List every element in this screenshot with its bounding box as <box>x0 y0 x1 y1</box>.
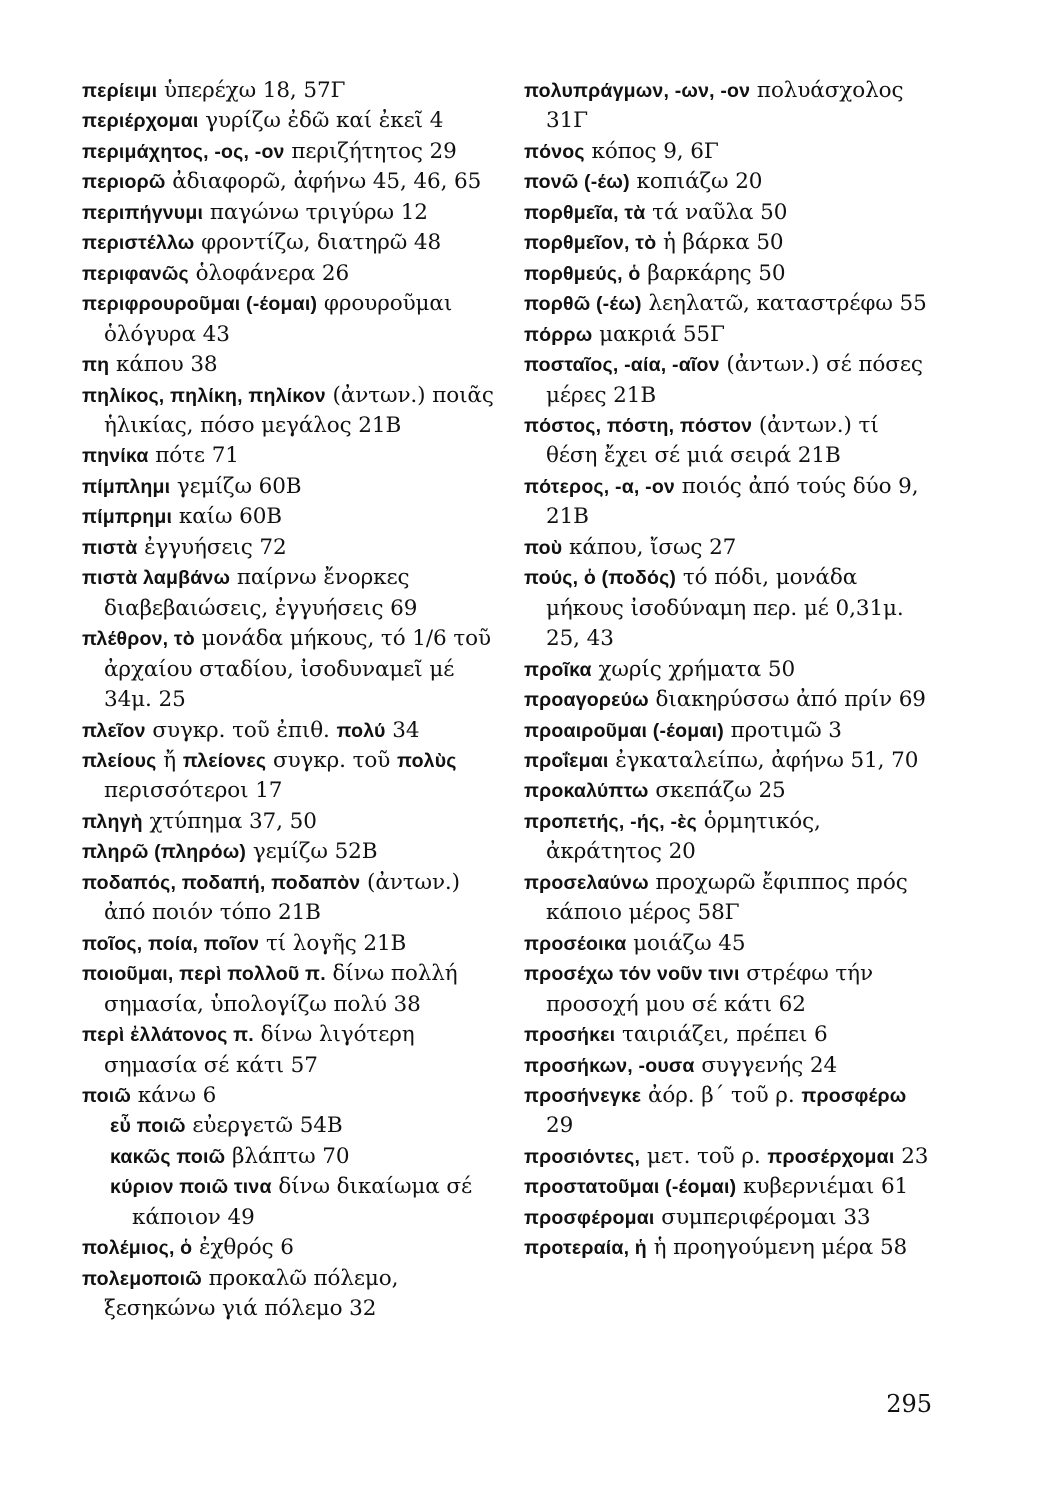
definition: ὑπερέχω 18, 57Γ <box>157 78 346 103</box>
glossary-entry <box>524 1142 930 1172</box>
headword: περίειμι <box>82 80 158 102</box>
headword: περιφρουροῦμαι (-έομαι) <box>82 293 318 316</box>
definition: μοιάζω 45 <box>626 930 746 956</box>
glossary-entry <box>82 259 494 289</box>
headword: προσέρχομαι <box>767 1145 895 1168</box>
headword: πη <box>82 354 110 377</box>
glossary-entry <box>524 76 930 137</box>
headword: πολεμοποιῶ <box>82 1267 202 1290</box>
definition: σκεπάζω 25 <box>648 778 786 804</box>
glossary-entry <box>524 959 930 1020</box>
headword: περιέρχομαι <box>82 110 199 133</box>
headword: προπετής, -ής, -ὲς <box>524 810 698 833</box>
headword: πορθμεύς, ὁ <box>524 262 641 285</box>
glossary-entry <box>82 1172 494 1233</box>
headword: πορθμεῖα, τὰ <box>524 201 646 224</box>
definition: κόπος 9, 6Γ <box>584 138 719 164</box>
headword: ποιοῦμαι, περὶ πολλοῦ π. <box>82 963 326 986</box>
definition: φρουροῦμαι ὁλόγυρα 43 <box>104 291 453 347</box>
glossary-entry <box>524 1172 930 1202</box>
glossary-entry <box>82 472 494 502</box>
glossary-entry <box>82 228 494 258</box>
definition: συμπεριφέρομαι 33 <box>654 1204 871 1230</box>
definition: βλάπτω 70 <box>225 1143 350 1169</box>
definition: καίω 60Β <box>172 504 282 530</box>
headword: προστατοῦμαι (-έομαι) <box>524 1176 737 1199</box>
headword: προσέοικα <box>524 932 627 955</box>
definition: χτύπημα 37, 50 <box>142 808 317 834</box>
glossary-entry <box>82 137 494 167</box>
headword: εὖ ποιῶ <box>110 1115 186 1138</box>
definition: ἀδιαφορῶ, ἀφήνω 45, 46, 65 <box>165 169 482 195</box>
left-column <box>82 76 494 1325</box>
glossary-entry <box>524 746 930 776</box>
headword: περιορῶ <box>82 171 166 194</box>
glossary-entry <box>82 381 494 442</box>
headword: πονῶ (-έω) <box>524 171 630 194</box>
definition: διακηρύσσω ἀπό πρίν 69 <box>648 687 926 713</box>
glossary-entry <box>524 655 930 685</box>
glossary-entry <box>82 106 494 136</box>
glossary-entry <box>524 1051 930 1081</box>
headword: πολύ <box>336 719 386 742</box>
headword: πούς, ὁ (ποδός) <box>524 567 677 590</box>
definition: εὐεργετῶ 54Β <box>185 1113 343 1139</box>
headword: πίμπλημι <box>82 475 171 498</box>
headword: πλείους <box>82 749 157 772</box>
definition: φροντίζω, διατηρῶ 48 <box>194 230 442 256</box>
glossary-entry <box>82 959 494 1020</box>
glossary-entry <box>82 533 494 563</box>
glossary-entry <box>524 776 930 806</box>
definition: γυρίζω ἐδῶ καί ἐκεῖ 4 <box>198 108 444 134</box>
glossary-entry <box>82 1264 494 1325</box>
headword: περιφανῶς <box>82 262 189 285</box>
definition: παίρνω ἔνορκες διαβεβαιώσεις, ἐγγυήσεις 69 <box>104 565 418 621</box>
headword: ποδαπός, ποδαπή, ποδαπὸν <box>82 871 361 894</box>
definition: δίνω δικαίωμα σέ κάποιον 49 <box>132 1174 473 1230</box>
definition: ἡ προηγούμενη μέρα 58 <box>646 1235 908 1261</box>
headword: περιμάχητος, -ος, -ον <box>82 140 285 163</box>
definition: δίνω λιγότερη σημασία σέ κάτι 57 <box>104 1022 415 1078</box>
definition: (ἀντων.) ποιᾶς ἡλικίας, πόσο μεγάλος 21Β <box>104 382 494 438</box>
glossary-entry <box>524 1020 930 1050</box>
glossary-entry <box>524 533 930 563</box>
definition: μονάδα μήκους, τό 1/6 τοῦ ἀρχαίου σταδίου, ἰσοδυναμεῖ μέ 34μ. 25 <box>104 626 491 713</box>
headword: πότερος, -α, -ον <box>524 475 675 498</box>
glossary-entry <box>524 716 930 746</box>
definition: περισσότεροι 17 <box>104 778 283 804</box>
headword: προτεραία, ἡ <box>524 1237 647 1260</box>
definition: συγκρ. τοῦ ἐπιθ. <box>145 717 337 743</box>
headword: πολὺς <box>396 749 457 772</box>
definition: κάπου, ἴσως 27 <box>562 534 737 560</box>
definition: ἤ <box>156 747 183 773</box>
headword: πλέθρον, τὸ <box>82 628 195 651</box>
definition: ταιριάζει, πρέπει 6 <box>615 1022 828 1048</box>
definition: μετ. τοῦ ρ. <box>640 1143 768 1169</box>
definition: 34 <box>385 717 420 743</box>
glossary-entry <box>82 1233 494 1263</box>
right-column <box>524 76 930 1264</box>
headword: πηνίκα <box>82 445 149 468</box>
definition: παγώνω τριγύρω 12 <box>203 199 428 225</box>
glossary-entry <box>524 137 930 167</box>
glossary-entry <box>82 167 494 197</box>
glossary-entry <box>82 929 494 959</box>
glossary-entry <box>524 411 930 472</box>
headword: προσέχω τόν νοῦν τινι <box>524 963 740 986</box>
glossary-entry <box>524 1203 930 1233</box>
glossary-entry <box>82 716 494 746</box>
definition: χωρίς χρήματα 50 <box>591 656 796 682</box>
glossary-entry <box>82 1111 494 1141</box>
definition: τό πόδι, μονάδα μήκους ἰσοδύναμη περ. μέ 0,31μ. 25, 43 <box>546 565 904 652</box>
definition: ἐγγυήσεις 72 <box>137 534 287 560</box>
definition: περιζήτητος 29 <box>284 138 457 164</box>
headword: προκαλύπτω <box>524 780 649 803</box>
definition: συγκρ. τοῦ <box>266 747 397 773</box>
page-number: 295 <box>886 1390 932 1418</box>
glossary-entry <box>524 807 930 868</box>
glossary-entry <box>82 563 494 624</box>
glossary-entry <box>524 472 930 533</box>
glossary-entry <box>82 350 494 380</box>
headword: προΐεμαι <box>524 749 609 772</box>
glossary-entry <box>82 624 494 715</box>
headword: προαγορεύω <box>524 689 649 712</box>
glossary-entry <box>82 76 494 106</box>
glossary-entry <box>82 1020 494 1081</box>
definition: δίνω πολλή σημασία, ὑπολογίζω πολύ 38 <box>104 961 458 1017</box>
headword: πηλίκος, πηλίκη, πηλίκον <box>82 384 326 407</box>
definition: προκαλῶ πόλεμο, ξεσηκώνω γιά πόλεμο 32 <box>104 1265 399 1322</box>
definition: γεμίζω 60Β <box>170 473 302 499</box>
headword: πλεῖον <box>82 719 146 742</box>
definition: 23 <box>894 1143 929 1169</box>
glossary-entry <box>82 1142 494 1172</box>
definition: τί λογῆς 21Β <box>259 930 407 956</box>
definition: ἡ βάρκα 50 <box>656 230 784 256</box>
glossary-entry <box>524 868 930 929</box>
headword: προσφέρομαι <box>524 1206 655 1229</box>
glossary-entry <box>524 1081 930 1142</box>
glossary-entry <box>82 289 494 350</box>
headword: ποιῶ <box>82 1084 131 1107</box>
headword: πίμπρημι <box>82 506 173 529</box>
headword: πορθμεῖον, τὸ <box>524 232 657 255</box>
headword: προσελαύνω <box>524 871 649 894</box>
definition: κάνω 6 <box>131 1082 217 1108</box>
definition: ὁλοφάνερα 26 <box>188 260 350 286</box>
headword: ποὺ <box>524 536 563 559</box>
glossary-entry <box>524 563 930 654</box>
headword: περὶ ἐλλάτονος π. <box>82 1024 254 1047</box>
glossary-entry <box>524 259 930 289</box>
definition: βαρκάρης 50 <box>640 260 786 286</box>
glossary-entry <box>524 198 930 228</box>
headword: πόνος <box>524 140 585 163</box>
definition: κάπου 38 <box>109 352 218 378</box>
headword: κακῶς ποιῶ <box>110 1145 226 1168</box>
glossary-entry <box>82 868 494 929</box>
glossary-entry <box>524 929 930 959</box>
definition: γεμίζω 52Β <box>246 839 378 865</box>
headword: ποσταῖος, -αία, -αῖον <box>524 354 720 377</box>
definition: προχωρῶ ἔφιππος πρός κάποιο μέρος 58Γ <box>546 869 908 926</box>
definition: κυβερνιέμαι 61 <box>736 1174 909 1200</box>
glossary-entry <box>82 807 494 837</box>
glossary-entry <box>524 1233 930 1263</box>
definition: ὁρμητικός, ἀκράτητος 20 <box>546 808 821 865</box>
headword: προσήκων, -ουσα <box>524 1054 695 1077</box>
glossary-entry <box>82 746 494 807</box>
definition: ποιός ἀπό τούς δύο 9, 21Β <box>546 473 919 530</box>
glossary-entry <box>524 228 930 258</box>
headword: πόρρω <box>524 323 593 346</box>
glossary-entry <box>82 1081 494 1111</box>
headword: πιστὰ λαμβάνω <box>82 567 231 590</box>
definition: πολυάσχολος 31Γ <box>546 78 904 134</box>
headword: πλείονες <box>182 749 267 772</box>
headword: προσήνεγκε <box>524 1084 642 1107</box>
glossary-entry <box>524 685 930 715</box>
definition: προτιμῶ 3 <box>723 717 842 743</box>
glossary-entry <box>524 320 930 350</box>
headword: ποῖος, ποία, ποῖον <box>82 932 260 955</box>
definition: πότε 71 <box>148 443 239 469</box>
headword: προσφέρω <box>801 1084 907 1107</box>
headword: πολέμιος, ὁ <box>82 1237 193 1260</box>
glossary-entry <box>82 198 494 228</box>
definition: 29 <box>546 1113 574 1139</box>
headword: πληγὴ <box>82 810 143 833</box>
headword: προσιόντες, <box>524 1145 641 1168</box>
glossary-entry <box>524 167 930 197</box>
headword: πορθῶ (-έω) <box>524 293 642 316</box>
definition: ἀόρ. β΄ τοῦ ρ. <box>641 1082 802 1108</box>
headword: περιστέλλω <box>82 232 195 255</box>
headword: πόστος, πόστη, πόστον <box>524 414 753 437</box>
headword: πληρῶ (πληρόω) <box>82 841 247 864</box>
definition: (ἀντων.) σέ πόσες μέρες 21Β <box>546 352 923 408</box>
definition: τά ναῦλα 50 <box>645 199 788 225</box>
glossary-entry <box>524 350 930 411</box>
definition: κοπιάζω 20 <box>629 169 763 195</box>
definition: ἐγκαταλείπω, ἀφήνω 51, 70 <box>608 747 919 773</box>
headword: πολυπράγμων, -ων, -ον <box>524 80 751 102</box>
definition: συγγενής 24 <box>694 1052 838 1078</box>
definition: (ἀντων.) τί θέση ἔχει σέ μιά σειρά 21Β <box>546 412 879 469</box>
definition: λεηλατῶ, καταστρέφω 55 <box>641 291 927 317</box>
headword: κύριον ποιῶ τινα <box>110 1176 272 1199</box>
glossary-entry <box>524 289 930 319</box>
glossary-entry <box>82 441 494 471</box>
definition: (ἀντων.) ἀπό ποιόν τόπο 21Β <box>104 869 460 926</box>
glossary-entry <box>82 837 494 867</box>
headword: προῖκα <box>524 658 592 681</box>
definition: μακριά 55Γ <box>592 321 725 347</box>
headword: περιπήγνυμι <box>82 201 204 224</box>
glossary-entry <box>82 502 494 532</box>
definition: στρέφω τήν προσοχή μου σέ κάτι 62 <box>546 961 873 1017</box>
definition: ἐχθρός 6 <box>192 1235 294 1261</box>
headword: προσήκει <box>524 1024 616 1047</box>
headword: πιστὰ <box>82 536 138 559</box>
headword: προαιροῦμαι (-έομαι) <box>524 719 724 742</box>
